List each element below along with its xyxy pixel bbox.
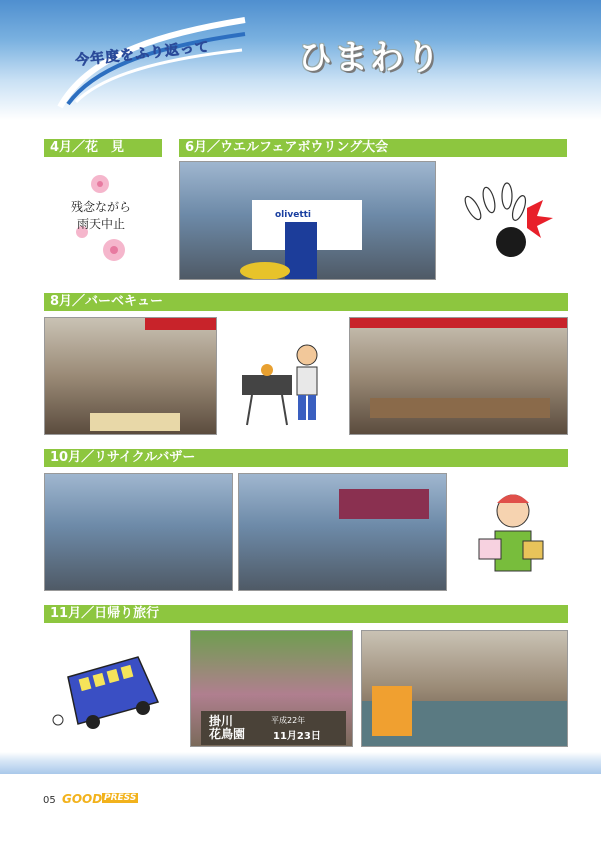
bazaar-photo-1 bbox=[44, 473, 233, 591]
garden-sign-place: 掛川 花鳥園 bbox=[209, 714, 246, 741]
bbq-man-illustration bbox=[232, 325, 342, 430]
rain-note-line2: 雨天中止 bbox=[76, 217, 125, 231]
bazaar-photo-2 bbox=[238, 473, 447, 591]
section-november-label: 11月／日帰り旅行 bbox=[44, 605, 568, 623]
bowling-sign: olivetti bbox=[275, 210, 312, 220]
bbq-photo-2 bbox=[349, 317, 568, 435]
bbq-photo-1 bbox=[44, 317, 217, 435]
garden-sign-year: 平成22年 bbox=[271, 716, 306, 725]
trip-lunch-photo bbox=[361, 630, 568, 747]
rain-note bbox=[70, 199, 132, 233]
section-april-label: 4月／花 見 bbox=[44, 139, 162, 157]
bowling-pins-icon bbox=[455, 178, 555, 264]
header-subtitle: 今年度をふり返って bbox=[74, 38, 211, 70]
section-june-label: 6月／ウエルフェアボウリング大会 bbox=[179, 139, 567, 157]
garden-sign-date: 11月23日 bbox=[273, 731, 321, 742]
page-number: 05 bbox=[43, 795, 56, 806]
section-october-label: 10月／リサイクルバザー bbox=[44, 449, 568, 467]
footer-logo: GOOD bbox=[62, 792, 103, 806]
bowling-photo bbox=[179, 161, 436, 280]
rain-note-line1: 残念ながら bbox=[70, 200, 131, 214]
bus-illustration bbox=[48, 642, 166, 730]
shopping-girl-illustration bbox=[465, 481, 555, 581]
footer-band bbox=[0, 752, 601, 774]
garden-photo bbox=[190, 630, 353, 747]
section-august-label: 8月／バーベキュー bbox=[44, 293, 568, 311]
footer-logo-press: PRESS bbox=[104, 793, 137, 803]
page-title: ひまわり bbox=[298, 38, 442, 78]
